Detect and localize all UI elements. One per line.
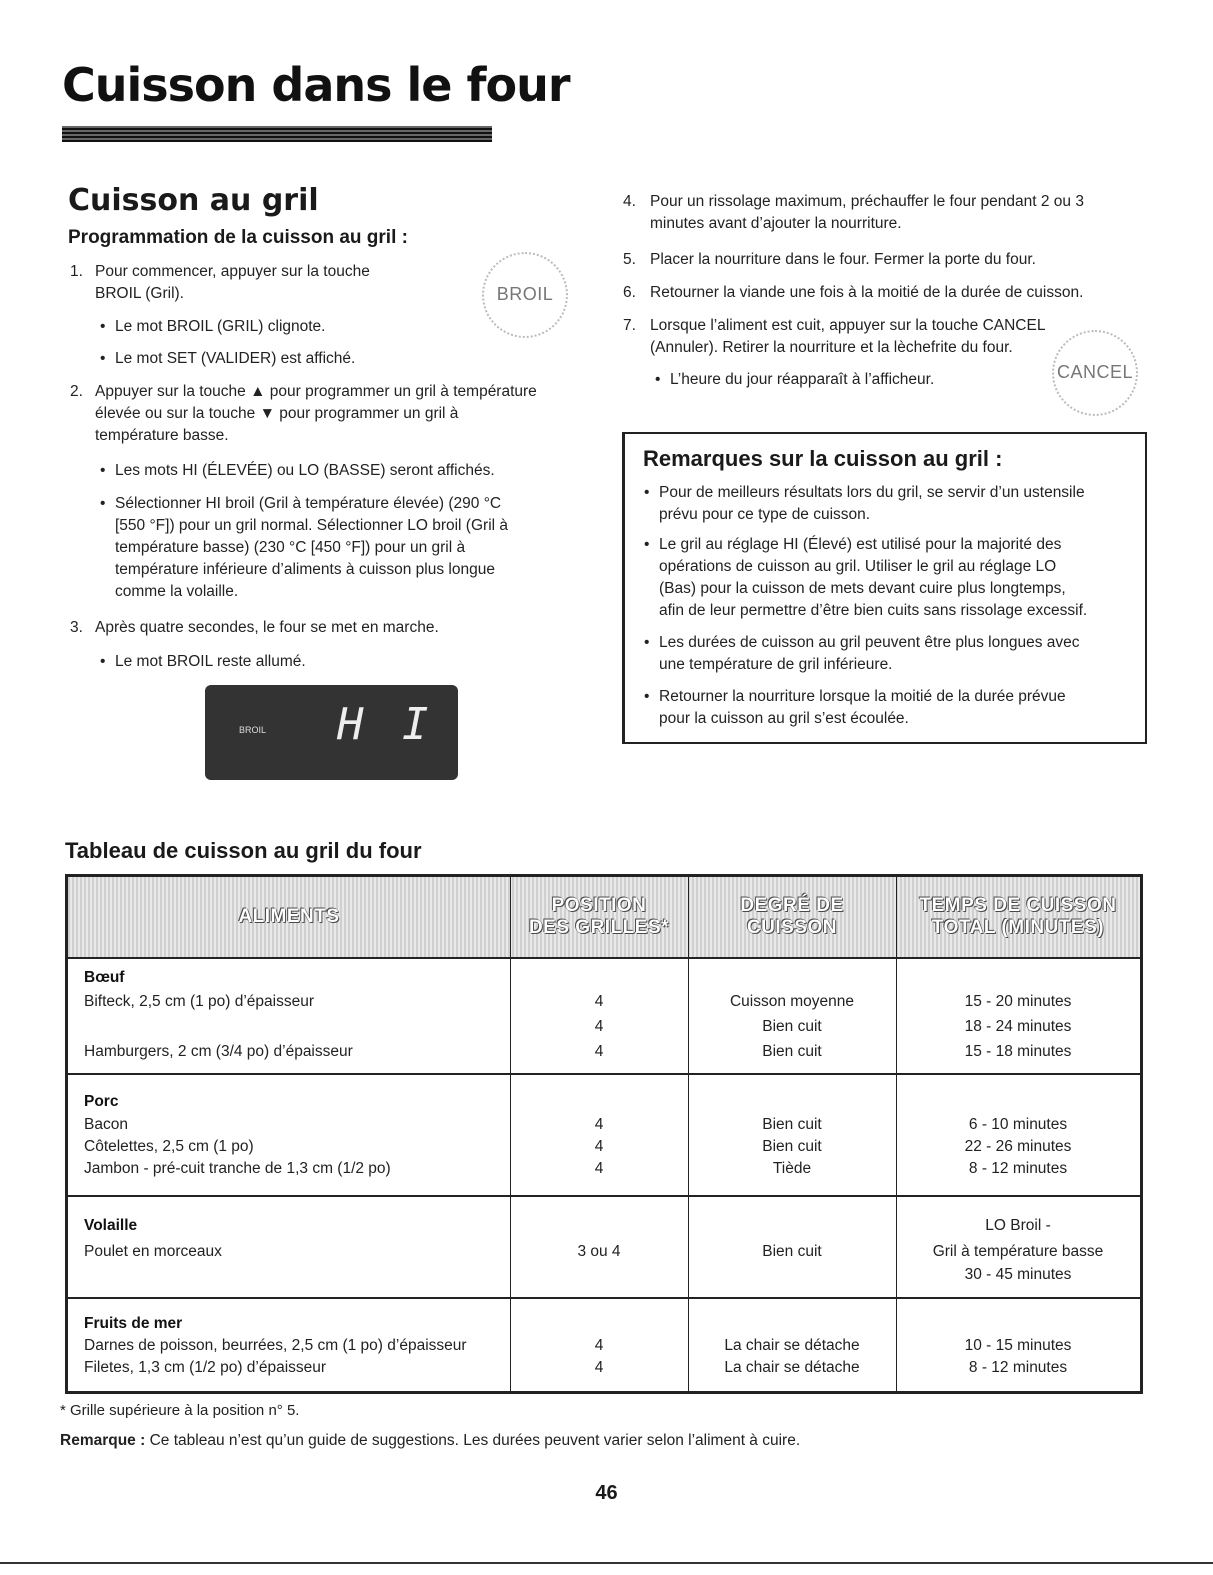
time-cell: 8 - 12 minutes — [968, 1160, 1068, 1177]
bullet-item: • Le mot SET (VALIDER) est affiché. — [115, 348, 355, 369]
bullet-item: • Le mot BROIL (GRIL) clignote. — [115, 316, 325, 337]
category-fruits-de-mer: Fruits de mer — [84, 1315, 183, 1332]
step-text: minutes avant d’ajouter la nourriture. — [650, 215, 902, 232]
step-number: 3. — [70, 619, 83, 636]
position-cell: 4 — [594, 1138, 604, 1155]
time-cell: 10 - 15 minutes — [964, 1337, 1072, 1354]
time-cell: 30 - 45 minutes — [964, 1266, 1072, 1283]
category-porc: Porc — [84, 1093, 119, 1110]
step-text: Pour commencer, appuyer sur la touche — [95, 263, 370, 280]
section-subtitle: Programmation de la cuisson au gril : — [68, 227, 408, 248]
row-divider — [68, 1297, 1140, 1299]
degree-cell: Bien cuit — [762, 1243, 822, 1260]
remark-text: Ce tableau n’est qu’un guide de suggestions. Les durées peuvent varier selon l’aliment à cuire. — [149, 1432, 801, 1449]
step-text: Retourner la viande une fois à la moitié de la durée de cuisson. — [650, 284, 1084, 301]
note-text: opérations de cuisson au gril. Utiliser le gril au réglage LO — [659, 558, 1057, 575]
position-cell: 3 ou 4 — [577, 1243, 621, 1260]
time-cell: 6 - 10 minutes — [968, 1116, 1068, 1133]
display-value: H I — [337, 699, 435, 750]
step-text: température basse. — [95, 427, 229, 444]
degree-cell: La chair se détache — [724, 1337, 860, 1354]
step-number: 5. — [623, 251, 636, 268]
degree-cell: Tiède — [772, 1160, 812, 1177]
time-cell: 15 - 20 minutes — [964, 993, 1072, 1010]
degree-cell: Bien cuit — [762, 1043, 822, 1060]
position-cell: 4 — [594, 993, 604, 1010]
time-cell: 15 - 18 minutes — [964, 1043, 1072, 1060]
step-number: 7. — [623, 317, 636, 334]
position-cell: 4 — [594, 1359, 604, 1376]
note-text: pour la cuisson au gril s’est écoulée. — [659, 710, 909, 727]
section-title: Cuisson au gril — [68, 183, 319, 218]
header-label: TEMPS DE CUISSON — [919, 895, 1117, 916]
step-text: Pour un rissolage maximum, préchauffer le four pendant 2 ou 3 — [650, 193, 1084, 210]
food-cell: Filetes, 1,3 cm (1/2 po) d’épaisseur — [84, 1359, 327, 1376]
step-text: Appuyer sur la touche ▲ pour programmer un gril à température — [95, 383, 537, 400]
food-cell: Bacon — [84, 1116, 128, 1133]
header-position — [510, 877, 688, 957]
bullet-text: température inférieure d’aliments à cuisson plus longue — [115, 561, 495, 578]
degree-cell: Cuisson moyenne — [729, 993, 855, 1010]
note-item: • Le gril au réglage HI (Élevé) est utilisé pour la majorité des — [659, 534, 1061, 555]
remark — [60, 1432, 800, 1450]
broil-key — [482, 252, 568, 338]
category-volaille: Volaille — [84, 1217, 138, 1234]
step-text: (Annuler). Retirer la nourriture et la lèchefrite du four. — [650, 339, 1013, 356]
step-text: Placer la nourriture dans le four. Fermer la porte du four. — [650, 251, 1036, 268]
notes-title: Remarques sur la cuisson au gril : — [643, 446, 1003, 471]
bullet-item: • L’heure du jour réapparaît à l’afficheur. — [670, 369, 934, 390]
page-title: Cuisson dans le four — [62, 58, 570, 112]
bullet-item: • Le mot BROIL reste allumé. — [115, 651, 306, 672]
step-number: 1. — [70, 263, 83, 280]
position-cell: 4 — [594, 1043, 604, 1060]
time-cell: 8 - 12 minutes — [968, 1359, 1068, 1376]
display-broil-label: BROIL — [239, 725, 267, 735]
note-text: prévu pour ce type de cuisson. — [659, 506, 871, 523]
bullet-text: [550 °F]) pour un gril normal. Sélectionner LO broil (Gril à — [115, 517, 509, 534]
notes-box — [622, 432, 1147, 744]
page-number: 46 — [595, 1482, 618, 1504]
food-cell: Poulet en morceaux — [84, 1243, 222, 1260]
category-boeuf: Bœuf — [84, 969, 125, 986]
degree-cell: Bien cuit — [762, 1018, 822, 1035]
header-label: TOTAL (MINUTES) — [931, 917, 1105, 938]
position-cell: 4 — [594, 1018, 604, 1035]
time-cell: Gril à température basse — [932, 1243, 1104, 1260]
note-item: • Les durées de cuisson au gril peuvent être plus longues avec — [659, 632, 1080, 653]
header-temps — [896, 877, 1140, 957]
cancel-key — [1052, 330, 1138, 416]
broil-key-label: BROIL — [496, 284, 554, 304]
header-label: CUISSON — [746, 917, 838, 938]
time-cell: 18 - 24 minutes — [964, 1018, 1072, 1035]
header-label: DEGRÉ DE — [740, 895, 844, 916]
footnote: * Grille supérieure à la position n° 5. — [60, 1402, 300, 1419]
position-cell: 4 — [594, 1337, 604, 1354]
step-text: Après quatre secondes, le four se met en marche. — [95, 619, 439, 636]
note-text: (Bas) pour la cuisson de mets devant cuire plus longtemps, — [659, 580, 1066, 597]
row-divider — [68, 1195, 1140, 1197]
step-number: 6. — [623, 284, 636, 301]
food-cell: Jambon - pré-cuit tranche de 1,3 cm (1/2 po) — [84, 1160, 391, 1177]
note-text: afin de leur permettre d’être bien cuits sans rissolage excessif. — [659, 602, 1088, 619]
time-cell: 22 - 26 minutes — [964, 1138, 1072, 1155]
time-cell: LO Broil - — [985, 1217, 1051, 1234]
cancel-key-label: CANCEL — [1056, 362, 1134, 382]
food-cell: Bifteck, 2,5 cm (1 po) d’épaisseur — [84, 993, 315, 1010]
header-label: ALIMENTS — [238, 906, 340, 927]
header-label: DES GRILLES* — [528, 917, 670, 938]
bullet-text: température basse) (230 °C [450 °F]) pour un gril à — [115, 539, 466, 556]
bottom-rule — [0, 1562, 1213, 1564]
position-cell: 4 — [594, 1116, 604, 1133]
broil-table — [65, 874, 1143, 1394]
note-item: • Pour de meilleurs résultats lors du gril, se servir d’un ustensile — [659, 482, 1085, 503]
step-number: 2. — [70, 383, 83, 400]
remark-label: Remarque : — [60, 1432, 146, 1449]
degree-cell: Bien cuit — [762, 1116, 822, 1133]
note-item: • Retourner la nourriture lorsque la moitié de la durée prévue — [659, 686, 1066, 707]
step-number: 4. — [623, 193, 636, 210]
degree-cell: La chair se détache — [724, 1359, 860, 1376]
food-cell: Côtelettes, 2,5 cm (1 po) — [84, 1138, 254, 1155]
bullet-item: • Les mots HI (ÉLEVÉE) ou LO (BASSE) seront affichés. — [115, 460, 495, 481]
table-header — [68, 877, 1140, 959]
header-degre — [688, 877, 896, 957]
degree-cell: Bien cuit — [762, 1138, 822, 1155]
step-text: élevée ou sur la touche ▼ pour programmer un gril à — [95, 405, 459, 422]
position-cell: 4 — [594, 1160, 604, 1177]
note-text: une température de gril inférieure. — [659, 656, 893, 673]
header-aliments — [68, 877, 510, 957]
title-underline — [62, 126, 492, 142]
step-text: BROIL (Gril). — [95, 285, 184, 302]
table-title: Tableau de cuisson au gril du four — [65, 838, 422, 863]
food-cell: Darnes de poisson, beurrées, 2,5 cm (1 po) d’épaisseur — [84, 1337, 467, 1354]
bullet-text: comme la volaille. — [115, 583, 239, 600]
food-cell: Hamburgers, 2 cm (3/4 po) d’épaisseur — [84, 1043, 353, 1060]
row-divider — [68, 1073, 1140, 1075]
bullet-item: • Sélectionner HI broil (Gril à température élevée) (290 °C — [115, 493, 501, 514]
header-label: POSITION — [551, 895, 647, 916]
oven-display — [205, 685, 458, 780]
step-text: Lorsque l’aliment est cuit, appuyer sur la touche CANCEL — [650, 317, 1046, 334]
